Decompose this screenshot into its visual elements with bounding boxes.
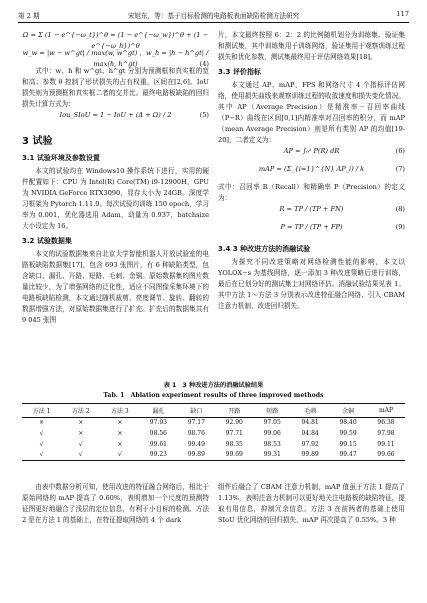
header-cell: 开路 bbox=[215, 404, 253, 418]
page-header bbox=[18, 8, 409, 22]
subsection-heading-metrics: 3.3 评价指标 bbox=[218, 68, 261, 76]
header-cell: 毛刺 bbox=[291, 404, 329, 418]
table-row bbox=[22, 439, 405, 450]
table-cell: 99.47 bbox=[329, 449, 367, 460]
right-column bbox=[218, 30, 405, 312]
table-cell: 98.40 bbox=[339, 419, 357, 427]
table-cell: 99.69 bbox=[215, 449, 253, 460]
equation-7-number: (7) bbox=[395, 165, 405, 173]
equation-omega-text: Ω = Σ (1 − e^{−ω_t})^θ = (1 − e^{−ω_w})^θ + (1 − e^{−ω_h})^θ bbox=[22, 31, 209, 50]
section-heading-experiment: 3 试验 bbox=[22, 136, 53, 147]
header-cell: 漏孔 bbox=[139, 404, 177, 418]
table-cell: √ bbox=[78, 440, 83, 448]
table-cell: × bbox=[78, 419, 84, 427]
table-header-row bbox=[22, 404, 405, 418]
equation-4-text: w_w = |w − w^gt| / max(w, w^gt) ，w_h = |h − h^gt| / max(h, h^gt) bbox=[22, 49, 209, 68]
table-cell: 97.05 bbox=[263, 419, 281, 427]
equation-5-text: Iou_SIoU = 1 − IoU + (Δ + Ω) / 2 bbox=[59, 111, 172, 119]
equation-4 bbox=[22, 48, 209, 66]
paragraph-analysis-left: 由表中数据分析可知，使用改进的特征融合网络后，相比于原始网络的 mAP 提高了 0.60%，表明增加一个尺度的预测特征图更好地融合了浅层的定位信息，有利于小目标的检测。方法 2 是在方法 1 的基础上，在特征提取网络的 4 个 dark bbox=[22, 483, 209, 524]
table-cell: 98.53 bbox=[263, 440, 281, 448]
equation-9 bbox=[218, 222, 405, 240]
subsection-heading-dataset: 3.2 试验数据集 bbox=[22, 237, 72, 245]
equation-4-number: (4) bbox=[199, 60, 209, 68]
table-cell: 98.76 bbox=[187, 429, 205, 437]
subsection-heading-environment: 3.1 试验环境及参数设置 bbox=[22, 154, 100, 162]
table-cell: × bbox=[117, 440, 123, 448]
equation-8-number: (8) bbox=[395, 205, 405, 213]
table-row bbox=[22, 449, 405, 460]
table-cell: 97.71 bbox=[225, 429, 243, 437]
table-cell: √ bbox=[100, 449, 139, 460]
issue-number: 第 2 期 bbox=[18, 12, 40, 20]
table-cell: √ bbox=[22, 449, 61, 460]
table-cell: 99.15 bbox=[339, 440, 357, 448]
equation-6-number: (6) bbox=[395, 147, 405, 155]
subsection-heading-ablation: 3.4 3 种改进方法的消融试验 bbox=[218, 245, 311, 253]
equation-9-number: (9) bbox=[395, 223, 405, 231]
table-cell: 94.81 bbox=[301, 419, 319, 427]
table-cell: 97.17 bbox=[187, 419, 205, 427]
equation-omega bbox=[22, 30, 209, 48]
table-cell: 98.35 bbox=[225, 440, 243, 448]
table-cell: 99.61 bbox=[149, 440, 167, 448]
table-cell: × bbox=[39, 419, 45, 427]
table-cell: 94.84 bbox=[301, 429, 319, 437]
table-cell: 99.31 bbox=[253, 449, 291, 460]
paragraph-dataset-split: 片，本文最终按照 6：2：2 的比例随机划分为训练集、验证集和测试集，其中训练集用于训练网络，验证集用于观察训练过程损失和优化参数，测试集最终用于评估网络效果[18]。 bbox=[218, 31, 405, 61]
table-cell: √ bbox=[39, 440, 44, 448]
table-cell: 99.23 bbox=[139, 449, 177, 460]
table-row bbox=[22, 428, 405, 439]
header-divider bbox=[18, 22, 409, 23]
header-cell: 短路 bbox=[253, 404, 291, 418]
table-cell: 99.06 bbox=[263, 429, 281, 437]
table-cell: 99.66 bbox=[367, 449, 405, 460]
paragraph-dataset: 本文的试验数据集来自北京大学智能机器人开放试验室的电路板缺陷数据集[17]，包含 693 张图片，有 6 种缺陷类型，包含缺口、漏孔、开路、短路、毛刺、余铜。原始数据集的图片数量比较少，为了增强网络的泛化性，适应不同图像采集环境下的电路板缺陷检测，本文通过随机裁剪、亮度调节、旋转、翻转的数据增强方法，对原始数据集进行了扩充。扩充后的数据集共有 9 045 张图 bbox=[22, 250, 209, 324]
equation-7-text: mAP = (Σ_{i=1}^{N} AP_i) / k bbox=[258, 165, 365, 173]
table-cell: × bbox=[117, 429, 123, 437]
table-caption-chinese: 表 1 3 种改进方法的消融试验结果 bbox=[163, 382, 264, 389]
table-caption-english: Tab. 1 Ablation experiment results of three improved methods bbox=[103, 392, 324, 399]
equation-8-text: R = TP / (TP + FN) bbox=[279, 205, 344, 213]
table-cell: √ bbox=[39, 429, 44, 437]
ablation-table bbox=[22, 403, 405, 461]
header-cell: 方法 1 bbox=[22, 404, 61, 418]
paragraph-ablation: 为探究不同改进策略对网络检测性能的影响，本文以 YOLOX−s 为基线网络，逐一添加 3 种改进策略后进行训练，最后在已划分好的测试集上对网络评估。消融试验结果见表 1。其中方法 1～方法 3 分别表示改进特征融合网络、引入 CBAM 注意力机制、改进回归损失。 bbox=[218, 258, 405, 310]
equation-6-text: AP = ∫₀¹ P(R) dR bbox=[283, 147, 340, 155]
page-number: 117 bbox=[396, 10, 409, 18]
equation-7 bbox=[218, 164, 405, 182]
left-column bbox=[22, 30, 209, 326]
table-cell: √ bbox=[61, 449, 100, 460]
header-cell: 缺口 bbox=[177, 404, 215, 418]
paragraph-recall-precision: 式中：召回率 R（Recall）和精确率 P（Precision）的定义为： bbox=[218, 183, 405, 202]
table-cell: 99.49 bbox=[187, 440, 205, 448]
equation-8 bbox=[218, 204, 405, 222]
header-cell: mAP bbox=[367, 404, 405, 418]
table-cell: 97.93 bbox=[149, 419, 167, 427]
table-cell: 98.56 bbox=[149, 429, 167, 437]
equation-5-number: (5) bbox=[199, 111, 209, 119]
running-title: 宋旭东，等：基于目标检测的电路板表面缺陷检测方法研究 bbox=[127, 12, 300, 20]
paragraph-metrics: 本文通过 AP、mAP、FPS 和网络尺寸 4 个指标评估网络，使用损失曲线来观察训练过程的收敛速度和损失变化情况。其中 AP（Average Precision）是精准率－召回率曲线（P−R）曲线在区间[0,1]内精准率对召回率的积分，而 mAP（mean Average Precision）则是所有类别 AP 的均值[19-20]，二者定义为： bbox=[218, 81, 405, 144]
equation-6 bbox=[218, 146, 405, 164]
table-cell: 99.59 bbox=[339, 429, 357, 437]
table-cell: 99.89 bbox=[177, 449, 215, 460]
equation-9-text: P = TP / (TP + FP) bbox=[280, 223, 343, 231]
header-cell: 方法 2 bbox=[61, 404, 100, 418]
table-cell: 99.11 bbox=[377, 440, 395, 448]
table-cell: 96.38 bbox=[377, 419, 395, 427]
table-cell: 92.90 bbox=[225, 419, 243, 427]
table-row bbox=[22, 417, 405, 428]
header-cell: 方法 3 bbox=[100, 404, 139, 418]
table-cell: 97.92 bbox=[301, 440, 319, 448]
table-cell: × bbox=[78, 429, 84, 437]
paragraph-environment: 本文的试验均在 Windows10 操作系统下进行，实用的硬件配置如下：CPU 为 Intel(R) Core(TM) i9-12900H，GPU 为 NVIDIA GeForce RTX3090，显存大小为 24GB。深度学习框架为 Pytorch 1.11.0。每次试验均训练 150 epoch，学习率为 0.001，优化器选用 Adam，动量为 0.937，batchsize 大小设定为 16。 bbox=[22, 167, 209, 230]
table-cell: × bbox=[117, 419, 123, 427]
paragraph-shape-loss: 式中：w、h 和 w^gt、h^gt 分别为预测框和真实框的宽和高；参数 θ 控制了形状损失的占有权重，区间在[2,6]。IoU 损失则为预测框和真实框二者的交并比。最终电路板缺陷的回归损失计算方式为： bbox=[22, 67, 209, 108]
table-cell: 97.98 bbox=[377, 429, 395, 437]
header-cell: 余铜 bbox=[329, 404, 367, 418]
equation-5 bbox=[22, 110, 209, 128]
table-cell: 99.89 bbox=[291, 449, 329, 460]
paragraph-analysis-right: 组件后融合了 CBAM 注意力机制，mAP 值虽于方法 1 提高了 1.13%，表明注意力机制可以更好地关注电路板的缺陷特征，提取有用信息，抑制冗余信息。方法 3 在前两者的基础上使用 SIoU 优化网络的回归损失，mAP 再次提高了 0.55%。3 种 bbox=[218, 483, 405, 524]
